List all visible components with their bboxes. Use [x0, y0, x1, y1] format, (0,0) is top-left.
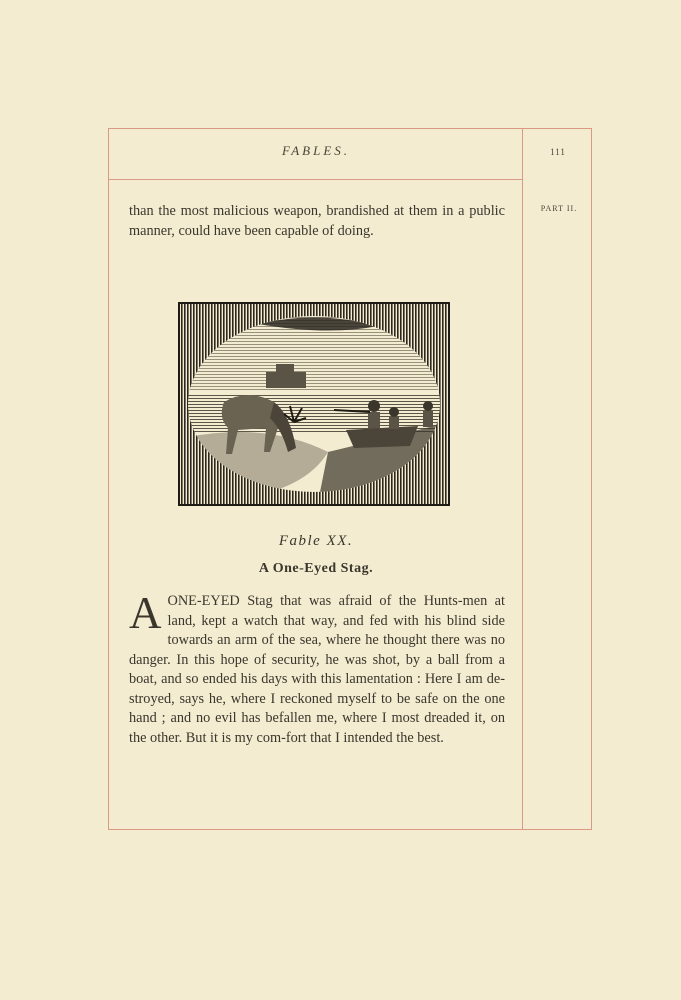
running-title: FABLES. — [281, 143, 351, 158]
stag-woodcut-illustration — [178, 302, 450, 506]
page-frame — [108, 128, 592, 830]
page-number: 111 — [550, 147, 566, 157]
fable-title: A One-Eyed Stag. — [258, 561, 374, 576]
continuation-paragraph: than the most malicious weapon, brandished at them in a public manner, could have been capable of doing. — [129, 203, 505, 239]
header-rule — [109, 179, 522, 180]
drop-cap: A — [129, 588, 162, 638]
column-rule — [522, 129, 523, 829]
margin-note: PART II. — [540, 204, 578, 213]
fable-paragraph — [129, 588, 505, 748]
fable-number: Fable XX. — [278, 533, 354, 549]
fable-text: ONE-EYED Stag that was afraid of the Hunts-men at land, kept a watch that way, and fed with his blind side towards an arm of the sea, where he thought there was no danger. In this hope of security, he was shot, by a ball from a boat, and so ended his days with this lamentation : Here I am de-stroyed, says he, where I reckoned myself to be safe on the one hand ; and no evil has befallen me, where I most dreaded it, on the other. But it is my com-fort that I intended the best. — [129, 593, 505, 746]
